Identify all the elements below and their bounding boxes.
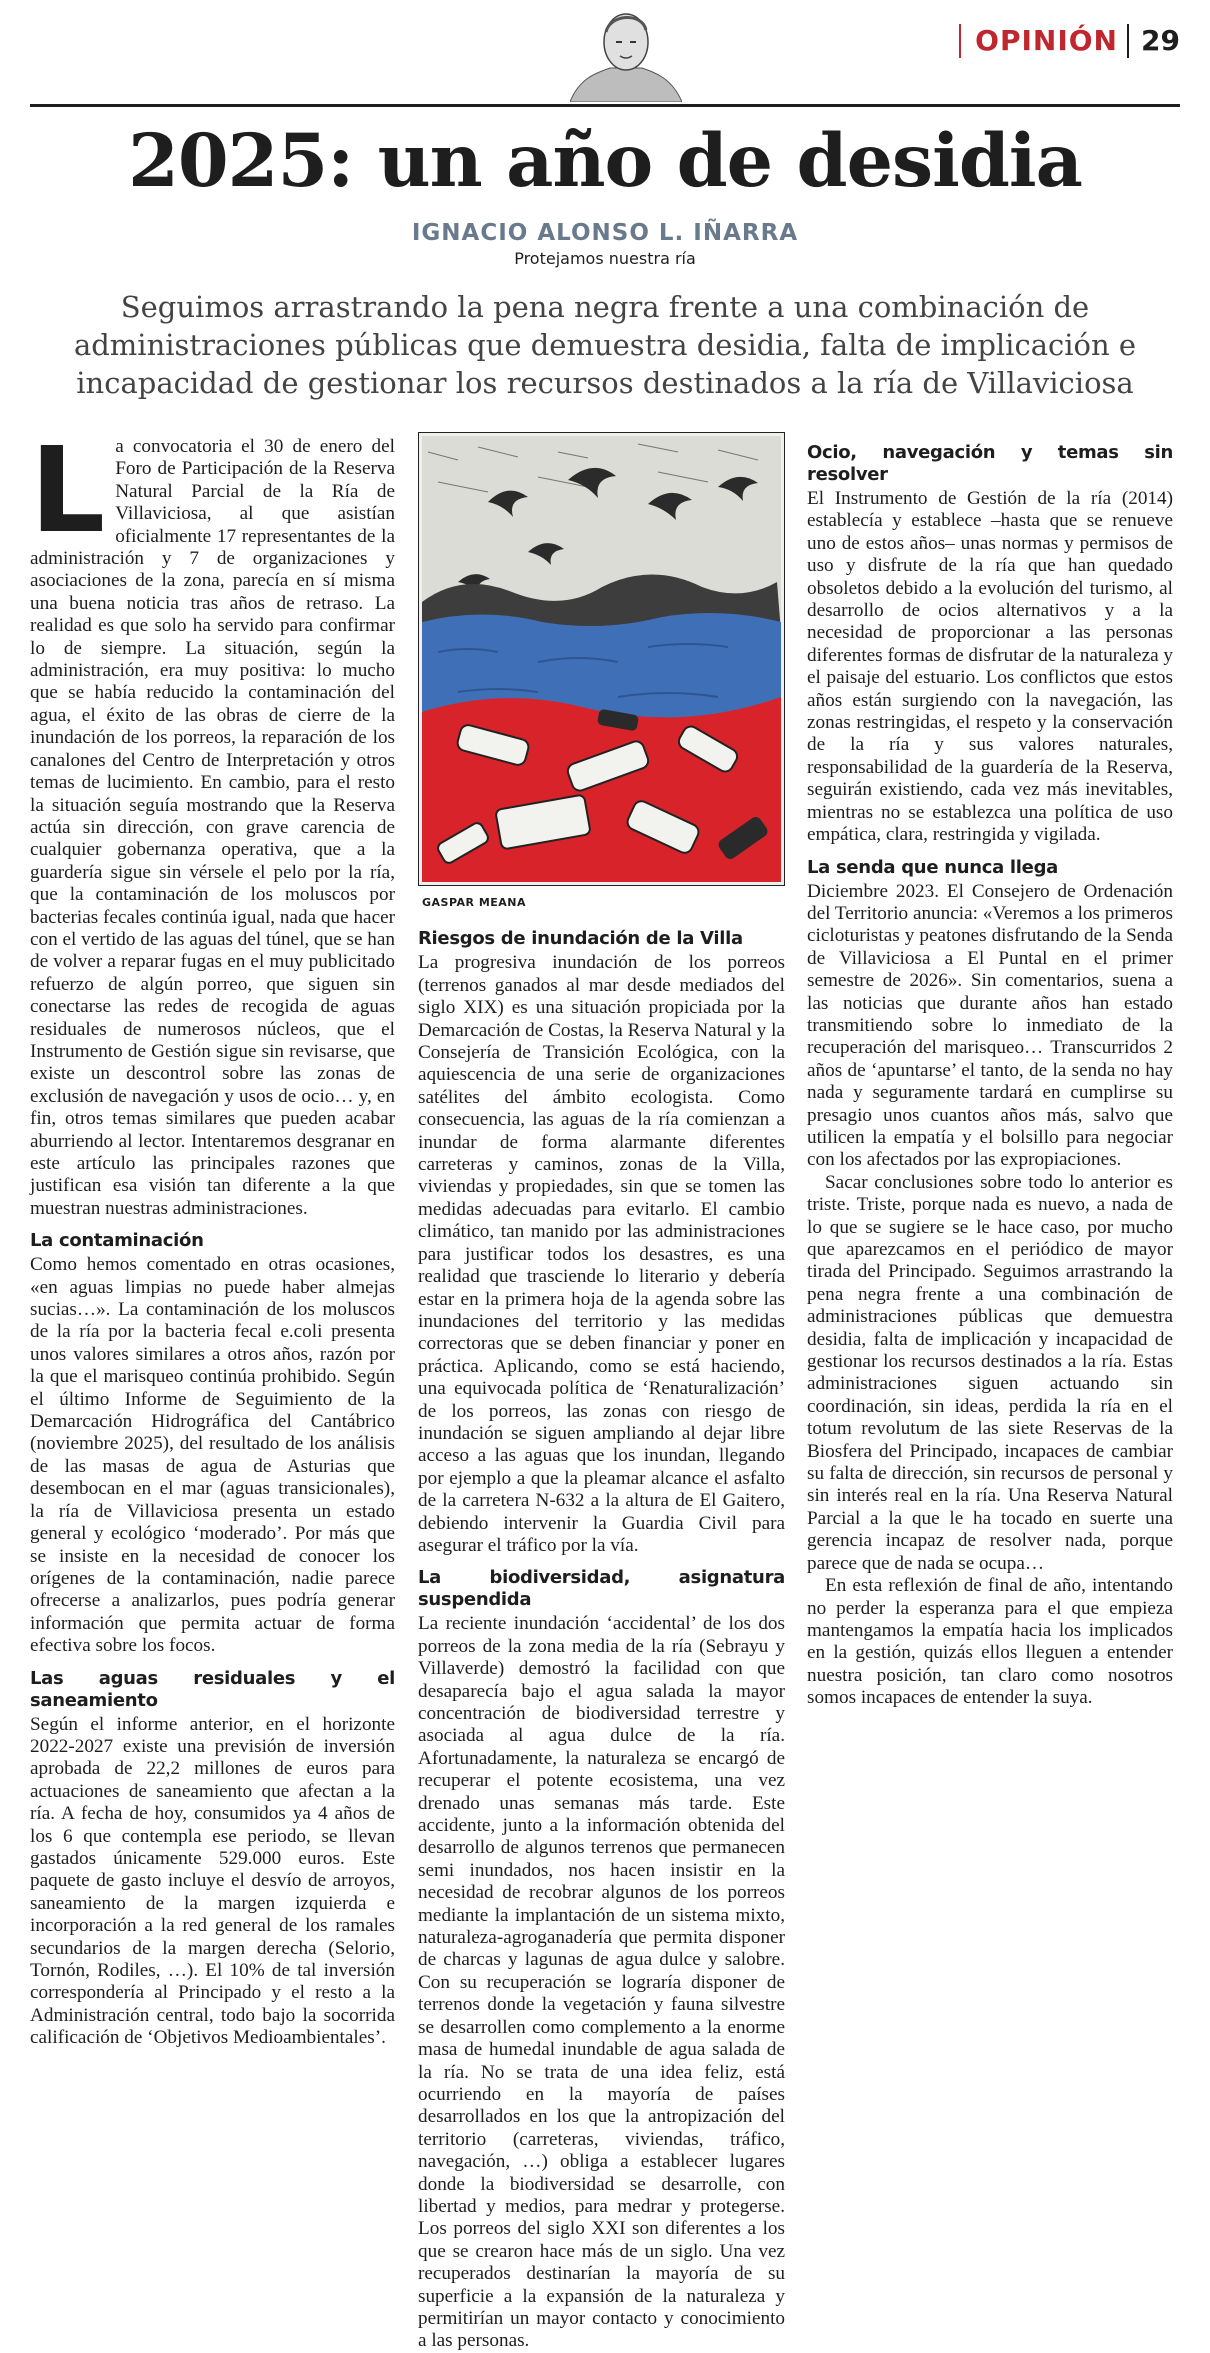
page-number: 29 (1127, 24, 1180, 58)
section-heading: La senda que nunca llega (807, 856, 1058, 878)
drop-cap: L (30, 421, 106, 559)
body-paragraph: Diciembre 2023. El Consejero de Ordenación del Territorio anuncia: «Veremos a los primeros cicloturistas y peatones disfrutando de la Senda de Villaviciosa a El Puntal en el primer semestre de 2026». Sin comentarios, suena a las noticias que durante años han estado transmitiendo sobre lo inmediato de la recuperación del marisqueo… Transcurridos 2 años de ‘apuntarse’ el tanto, de la senda no hay nada y seguramente tardará en cumplirse su presagio unos cuantos años más, salvo que utilicen la empatía y el bolsillo para negociar con los afectados por las expropiaciones. (807, 880, 1173, 1171)
editorial-illustration (418, 432, 785, 886)
article-headline: 2025: un año de desidia (128, 118, 1082, 204)
body-paragraph: En esta reflexión de final de año, intentando no perder la esperanza para el que empieza mantengamos la empatía hacia los implicados en la gestión, quizás ellos lleguen a entender nuestra posición, tan claro como nosotros somos incapaces de entender la suya. (807, 1575, 1173, 1709)
body-paragraph: El Instrumento de Gestión de la ría (2014) establecía y establece –hasta que se renueve uno de estos años– unas normas y permisos de uso y disfrute de la ría que han quedado obsoletos debido a la evolución del turismo, al desarrollo de ocios alternativos y a la necesidad de proporcionar a las personas diferentes formas de disfrutar de la naturaleza y el paisaje del estuario. Los conflictos que estos años están surgiendo con la navegación, las zonas restringidas, el respeto y la conservación de la ría y sus valores naturales, responsabilidad de la guardería de la Reserva, seguirán existiendo, cada vez más inevitables, mientras no se establezca una política de uso empática, clara, restringida y vigilada. (807, 488, 1173, 846)
article-column-2 (418, 432, 785, 2353)
body-paragraph: La reciente inundación ‘accidental’ de los dos porreos de la zona media de la ría (Sebrayu y Villaverde) demostró la facilidad con que desaparecía bajo el agua salada la mayor concentración de biodiversidad terrestre y asociada al agua dulce de la ría. Afortunadamente, la naturaleza se encargó de recuperar el potente ecosistema, una vez drenado unas semanas más tarde. Este accidente, junto a la información obtenida del desarrollo de algunos terrenos que permanecen semi inundados, nos hacen insistir en la necesidad de recobrar algunos de los porreos mediante la implantación de un sistema mixto, naturaleza-agroganadería que permita disponer de charcas y lagunas de agua dulce y salobre. Con su recuperación se lograría disponer de terrenos donde la vegetación y fauna silvestre se desarrollen como complemento a la enorme masa de humedal inundable de agua salada de la ría. No se trata de una idea feliz, está ocurriendo en la mayoría de países desarrollados en los que la antropización del territorio (carreteras, viviendas, tráfico, navegación, …) obliga a establecer lugares donde la biodiversidad se desarrolle, con libertad y medios, para medrar y protegerse. Los porreos del siglo XXI son diferentes a los que se crearon hace más de un siglo. Una vez recuperados destinarían la mayoría de su superficie a la expansión de la naturaleza y permitirían un mayor contacto y conocimiento a las personas. (418, 1613, 785, 2352)
article-column-1 (30, 421, 395, 2050)
section-heading: Ocio, navegación y temas sin resolver (807, 442, 1173, 485)
body-paragraph: Como hemos comentado en otras ocasiones, «en aguas limpias no puede haber almejas sucias…». La contaminación de los moluscos de la ría por la bacteria fecal e.coli presenta unos valores similares a otros años, razón por la que el marisqueo continúa prohibido. Según el último Informe de Seguimiento de la Demarcación Hidrográfica del Cantábrico (noviembre 2025), del resultado de los análisis de las masas de agua de Asturias que desembocan en el mar (aguas transicionales), la ría de Villaviciosa presenta un estado general y ecológico ‘moderado’. Por más que se insiste en la necesidad de conocer los orígenes de la contaminación, nadie parece ofrecerse a analizarlos, pues podría generar información que permita actuar de forma efectiva sobre los focos. (30, 1254, 395, 1657)
page-header (30, 0, 1180, 107)
author-portrait-image (570, 6, 682, 102)
section-label: OPINIÓN (959, 24, 1118, 58)
illustration-credit: GASPAR MEANA (422, 896, 527, 909)
section-heading: La contaminación (30, 1230, 204, 1252)
article-lead: Seguimos arrastrando la pena negra frente a una combinación de administraciones públicas que demuestra desidia, falta de implicación e incapacidad de gestionar los recursos destinados a la ría de Villaviciosa (73, 290, 1137, 400)
intro-paragraph: a convocatoria el 30 de enero del Foro de Participación de la Reserva Natural Parcial de la Ría de Villaviciosa, al que asistían oficialmente 17 representantes de la administración y 7 de organizaciones y asociaciones de la zona, parecía en sí misma una buena noticia tras años de retraso. La realidad es que solo ha servido para confirmar lo de siempre. La situación, según la administración, era muy positiva: lo mucho que se había reducido la contaminación del agua, el éxito de las obras de cierre de la inundación de los porreos, la reparación de los canalones del Centro de Interpretación y otros temas de lucimiento. En cambio, para el resto la situación seguía mostrando que la Reserva actúa sin dirección, con grave carencia de cualquier gobernanza operativa, que a la guardería sigue sin vérsele el pelo por la ría, que la contaminación de los moluscos por bacterias fecales continúa igual, nada que hacer con el vertido de las aguas del túnel, que se han de volver a reparar fugas en el muy publicitado refuerzo de algún porreo, que siguen sin conectarse las redes de recogida de aguas residuales de numerosos núcleos, que el Instrumento de Gestión sigue sin revisarse, que existe un descontrol sobre las zonas de exclusión de navegación y usos de ocio… y, en fin, otros temas similares que pueden acabar aburriendo al lector. Intentaremos desgranar en este artículo las principales razones que justifican esa visión tan diferente a la que muestran nuestras administraciones. (30, 436, 395, 1219)
section-heading: La biodiversidad, asignatura suspendida (418, 1567, 785, 1611)
author-byline: IGNACIO ALONSO L. IÑARRA (411, 220, 799, 246)
body-paragraph: Sacar conclusiones sobre todo lo anterior es triste. Triste, porque nada es nuevo, a nada de lo que se sugiere se le hace caso, por mucho que aparezcamos en el periódico de mayor tirada del Principado. Seguimos arrastrando la pena negra frente a una combinación de administraciones públicas que demuestra desidia, falta de implicación y incapacidad de gestionar los recursos destinados a la ría. Estas administraciones siguen actuando sin coordinación, sin ideas, perdida la ría en el totum revolutum de las siete Reservas de la Biosfera del Principado, incapaces de cambiar su falta de dirección, sin recursos de personal y sin interés real en la ría. Una Reserva Natural Parcial a la que le ha tocado en suerte una gerencia incapaz de resolver nada, porque parece que de nada se ocupa… (807, 1171, 1173, 1574)
section-heading: Las aguas residuales y el saneamiento (30, 1667, 395, 1711)
body-paragraph: Según el informe anterior, en el horizonte 2022-2027 existe una previsión de inversión aprobada de 22,2 millones de euros para actuaciones de saneamiento que afectan a la ría. A fecha de hoy, consumidos ya 4 años de los 6 que contempla ese periodo, se llevan gastados únicamente 529.000 euros. Este paquete de gasto incluye el desvío de arroyos, saneamiento de la margen izquierda e incorporación a la red general de los ramales secundarios de la margen derecha (Selorio, Tornón, Rodiles, …). El 10% de tal inversión correspondería al Principado y el resto a la Administración central, todo bajo la socorrida calificación de ‘Objetivos Medioambientales’. (30, 1713, 395, 2049)
section-heading: Riesgos de inundación de la Villa (418, 928, 743, 950)
body-paragraph: La progresiva inundación de los porreos (terrenos ganados al mar desde mediados del siglo XIX) es una situación propiciada por la Demarcación de Costas, la Reserva Natural y la Consejería de Transición Ecológica, con la aquiescencia de una serie de organizaciones satélites del ámbito ecologista. Como consecuencia, las aguas de la ría comienzan a inundar de forma alarmante diferentes carreteras y caminos, zonas de la Villa, viviendas y propiedades, sin que se tomen las medidas adecuadas para evitarlo. El cambio climático, tan manido por las administraciones para justificar todos los desastres, es una realidad que trasciende lo literario y debería estar en la primera hoja de la agenda sobre las inundaciones del territorio y las medidas correctoras que se deben financiar y poner en práctica. Aplicando, como se está haciendo, una equivocada política de ‘Renaturalización’ de los porreos, las zonas con riesgo de inundación se siguen ampliando al dejar libre acceso a las aguas que los inundan, llegando por ejemplo a que la pleamar alcance el asfalto de la carretera N-632 a la altura de El Gaitero, debiendo intervenir la Guardia Civil para asegurar el tráfico por la vía. (418, 952, 785, 1556)
author-affiliation: Protejamos nuestra ría (514, 249, 696, 268)
article-column-3 (807, 432, 1173, 1710)
